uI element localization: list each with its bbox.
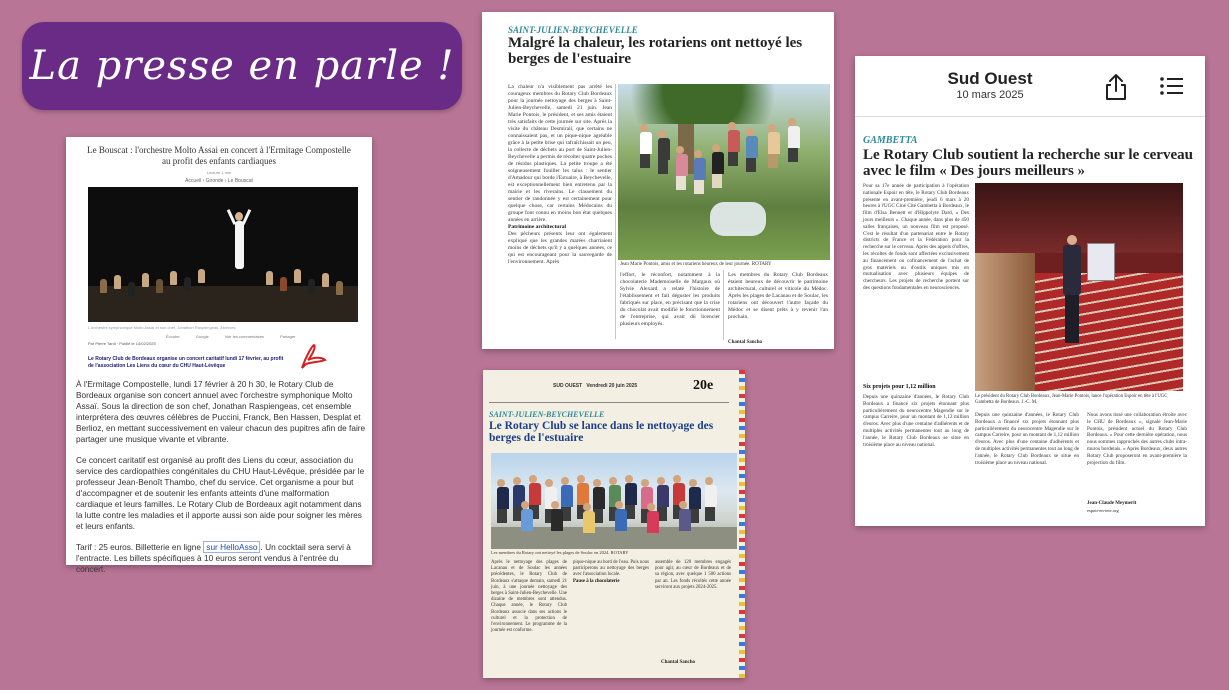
photo-caption: Les membres du Rotary ont nettoyé les plages de Soulac en 2024. ROTARY — [491, 550, 629, 555]
article-column: pique-nique au bord de l'eau. Puis nous participerons au nettoyage des berges avec l'association locale. Pause à la chocolaterie — [573, 560, 649, 584]
paper-name: Sud Ouest — [947, 69, 1033, 88]
column-subhead: Six projets pour 1,12 million — [863, 384, 936, 390]
conductor-figure — [228, 209, 250, 273]
paper-date: 10 mars 2025 — [956, 89, 1024, 101]
share-action[interactable]: Partager — [280, 334, 296, 339]
page-number: 20e — [693, 378, 714, 393]
press-clipping-sudouest-cerveau — [855, 56, 1205, 526]
paper-header: SUD OUEST Vendredi 20 juin 2025 — [553, 383, 638, 389]
google-action[interactable]: Google — [195, 334, 209, 339]
article-actions — [166, 334, 295, 339]
comments-action[interactable]: Voir les commentaires — [224, 334, 265, 339]
article-body — [76, 379, 366, 585]
slide-title-banner — [22, 22, 462, 110]
press-clipping-berges-lance — [483, 370, 745, 678]
photo-caption: Le président du Rotary Club Bordeaux, Jean-Marie Pontois, lance l'opération Espoir en tête à l'UGC Gambetta de Bordeaux. J.-C. M. — [975, 394, 1168, 405]
clipping-headline: Le Rotary Club soutient la recherche sur le cerveau avec le film « Des jours meilleurs » — [863, 147, 1193, 179]
breadcrumb: Accueil › Gironde › Le Bouscat — [185, 178, 253, 184]
clipping-headline: Malgré la chaleur, les rotariens ont nettoyé les berges de l'estuaire — [508, 35, 803, 67]
photo-caption: Jean Marie Pontois, amis et les rotariens heureux de leur journée. ROTARY — [620, 262, 772, 267]
column-subhead: Patrimoine architectural — [508, 224, 567, 230]
rotarians-group-photo — [618, 84, 830, 260]
article-column: Nous avons tissé une collaboration étroite avec le CHU de Bordeaux », signale Jean-Marie Pontois, président actuel du Rotary Club Bordeaux. « Pour cette dernière opération, nous nous sommes rapprochés des autres clubs intra-muros bordelais. » Après Bordeaux, deux autres Rotary Club proposeront en avant-première la projection du film. — [1087, 412, 1187, 466]
helloasso-link[interactable]: sur HelloAsso — [203, 541, 260, 553]
author-line: Par Pierre Tardi · Publié le 14/02/2025 — [88, 341, 156, 346]
article-column: Après le nettoyage des plages de Lacanau et de Soulac les années précédentes, le Rotary Club de Bordeaux s'attaque demain, samedi 21 juin, à une journée nettoyage des berges à Saint-Julien-Beychevelle. Une dizaine de membres sont attendus. Chaque année, le Rotary Club Bordeaux associe dans ses actions le culturel et la protection de l'environnement. Le programme de la journée est conforme. — [491, 560, 567, 634]
article-column: Pour sa 17e année de participation à l'opération nationale Espoir en tête, le Rotary Club Bordeaux présente en avant-première, jeudi 6 mars à 20 heures à l'UGC Ciné Cité Gambetta à Bordeaux, le film d'Elsa Bennett et d'Hippolyte Dard, « Des jours meilleurs ». Chaque année, dans plus de 450 salles françaises, un nouveau film est proposé. C'est le résultat d'un partenariat entre le Rotary districts de France et la Fédération pour la recherche sur le cerveau. Après des appels d'offres, les récoltes de fonds sont affectées exclusivement au financement ou cofinancement de l'achat de gros matériels ou d'outils uniques mis en mutualisation avec plusieurs équipes de chercheurs. Les projets de recherche portent sur des questions fondamentales en neurosciences. — [863, 183, 969, 291]
clipping-headline: Le Rotary Club se lance dans le nettoyage des berges de l'estuaire — [489, 420, 714, 444]
slide-title: La presse en parle ! — [29, 43, 455, 89]
share-icon[interactable] — [1103, 72, 1129, 102]
column-subhead: Pause à la chocolaterie — [573, 578, 620, 584]
article-column: Depuis une quinzaine d'années, le Rotary Club Bordeaux a financé six projets étonnant plus particulièrement du neurocentre Magendie sur le campus Carreire, pour un montant de 1,12 million d'euros. Avec plus d'une centaine d'adhérents et de multiples activités permanentes tout au long de l'année, le Rotary Club Bordeaux se situe en troisième place au niveau national. — [863, 394, 969, 448]
paragraph: Tarif : 25 euros. Billetterie en ligne sur HelloAsso . Un cocktail sera servi à l'entracte. Les billets spécifiques à 10 euros seront vendus à l'entrée du concert. — [76, 542, 351, 574]
paragraph: Ce concert caritatif est organisé au profit des Liens du cœur, association du service des cardiopathies congénitales du CHU Haut-Lévêque, présidée par le professeur Jean-Benoît Thambo, chef du service. Cet organisme a pour but d'accompagner et de soutenir les enfants atteints d'une malformation cardiaque et leurs familles. Le Rotary Club de Bordeaux agit notamment dans la lutte contre les maladies et il apporte aussi son aide pour soigner les mères et leurs enfants. — [76, 455, 365, 531]
clipping-headline: Le Bouscat : l'orchestre Molto Assai en concert à l'Ermitage Compostelle au profit des enfants cardiaques — [87, 145, 351, 166]
author-contact: espoir-en-tete.org — [1087, 508, 1119, 513]
beach-group-photo — [491, 453, 737, 549]
clipping-kicker: SAINT-JULIEN-BEYCHEVELLE — [489, 410, 605, 419]
article-column: Les membres du Rotary Club Bordeaux étaient heureux de découvrir le patrimoine architectural, culturel et viticole du Médoc. Après les plages de Lacanau et de Soulac, les rotariens ont découvert l'autre façade du Médoc et se disent prêts à y revenir l'an prochain. — [728, 272, 828, 320]
article-column: La chaleur n'a visiblement pas arrêté les courageux membres du Rotary Club Bordeaux pour la journée nettoyage des berges à Saint-Julien-Beychevelle, samedi 21 juin. Jean Marie Pontois, le président, et ses amis étaient très satisfaits de cette journée sur site. Après la visite du château Desmirail, que certains ne connaissaient pas, et un pique-nique agréable grâce à la petite brise qui rafraîchissait un peu, la collecte de déchets au port de Saint-Julien-Beychevelle a permis de récolter quatre poches de résidus plastiques. La petite troupe a été soigneusement fouiller les talus : le sentier d'Amadour qui borde l'Estuaire, à Beychevelle, est exceptionnellement bien entretenu par la mairie et les riverains. Le classement du sentier de randonnée y est certainement pour quelque chose, car certains Médocains du groupe font connu en moins bon état quelques années en arrière. Patrimoine architectural Des pêcheurs présents leur ont également expliqué que les grandes marées charriaient moins de déchets qu'il y a quelques années, ce qui est encourageant pour la sauvegarde de l'environnement. Après — [508, 84, 612, 265]
clipping-kicker: GAMBETTA — [863, 135, 918, 146]
paragraph: À l'Ermitage Compostelle, lundi 17 février à 20 h 30, le Rotary Club de Bordeaux organise son concert annuel avec l'orchestre symphonique Molto Assaï. Sous la direction de son chef, Jonathan Raspiengeas, cet ensemble interprétera des œuvres célèbres de Puccini, Franck, Ben Hassen, Desplat et Berlioz, en mettant successivement en valeur chacun des pupitres afin de faire partager une musique vivante et vibrante. — [76, 379, 366, 444]
clipping-kicker: SAINT-JULIEN-BEYCHEVELLE — [508, 25, 638, 35]
article-column: l'effort, le réconfort, notamment à la chocolaterie Mademoiselle de Margaux où Sylvie Alexard a relaté l'histoire de l'établissement et fait déguster les produits fabriqués sur place, en précisant que la crise du chocolat avait modifié le fonctionnement de l'entreprise, qui avait dû licencier plusieurs employés. — [620, 272, 720, 327]
article-column: assemble de 120 membres engagés pour agir, au cœur de Bordeaux et de sa région, avec quelque 1 500 actions par an. Les fonds récoltés cette année serviront aux projets 2024-2025. — [655, 560, 731, 590]
author-signature: Chantal Sancho — [661, 660, 696, 665]
photo-caption: L'orchestre symphonique Molto Assaï et son chef, Jonathan Raspiengeas. Archives — [88, 325, 236, 330]
reading-time: Lecture 1 min — [206, 170, 232, 175]
press-clipping-berges-chaleur — [482, 12, 834, 349]
author-signature: Chantal Sancho — [728, 340, 763, 345]
menu-icon[interactable] — [1159, 76, 1185, 96]
article-column: Depuis une quinzaine d'années, le Rotary Club Bordeaux a financé six projets étonnant plus particulièrement du neurocentre Magendie sur le campus Carreire, pour un montant de 1,12 million d'euros. Avec plus d'une centaine d'adhérents et de multiples activités permanentes tout au long de l'année, le Rotary Club Bordeaux se situe en troisième place au niveau national. — [975, 412, 1079, 466]
press-clipping-ermitage-concert — [66, 137, 372, 574]
article-lead: Le Rotary Club de Bordeaux organise un concert caritatif lundi 17 février, au profit de l'association Les Liens du cœur du CHU Haut-Lévêque — [88, 356, 284, 369]
orchestra-photo — [88, 187, 358, 322]
cinema-photo — [975, 183, 1183, 391]
pdf-logo — [298, 342, 328, 370]
listen-action[interactable]: Écouter — [166, 334, 180, 339]
author-signature: Jean-Claude Meymerit — [1087, 501, 1137, 506]
